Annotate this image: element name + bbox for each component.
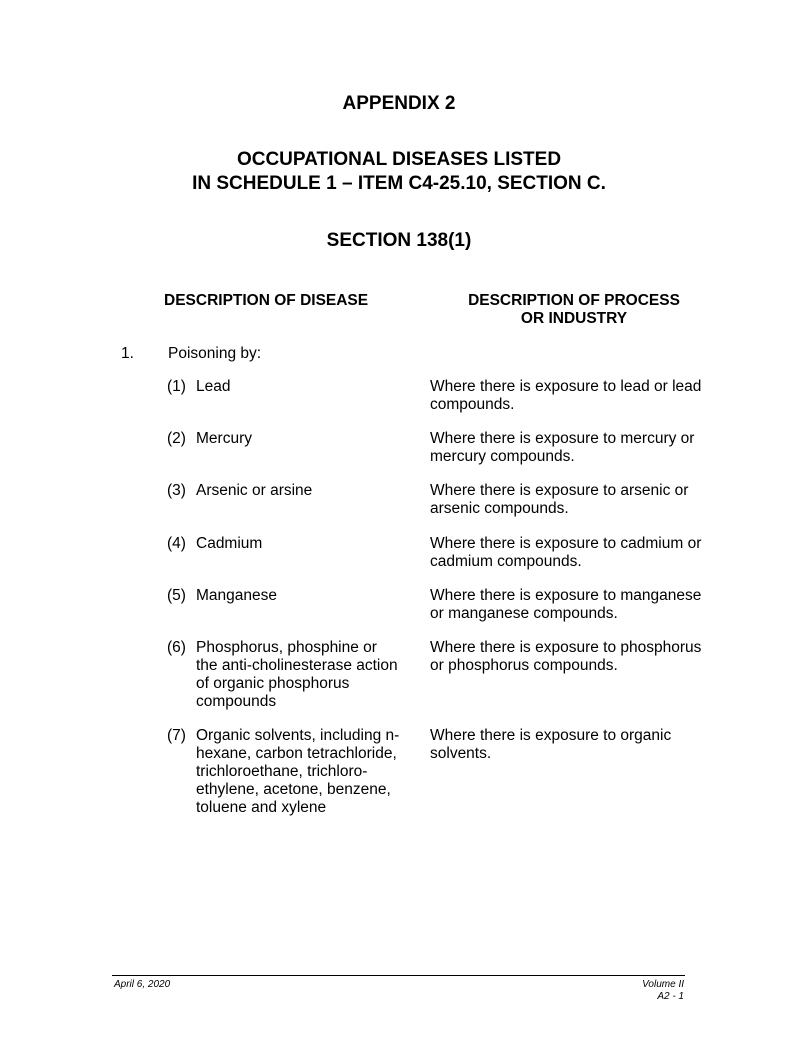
title-line-2: IN SCHEDULE 1 – ITEM C4-25.10, SECTION C. — [192, 173, 606, 194]
item-number: (7) — [167, 727, 186, 744]
process-line: Where there is exposure to phosphorus — [430, 639, 702, 656]
disease-line: Manganese — [196, 587, 278, 604]
process-line: Where there is exposure to cadmium or — [430, 535, 702, 552]
process-line: Where there is exposure to organic — [430, 727, 672, 744]
process-line: solvents. — [430, 745, 492, 762]
process-line: arsenic compounds. — [430, 500, 569, 517]
group-label: Poisoning by: — [168, 345, 262, 362]
disease-column-header: DESCRIPTION OF DISEASE — [164, 292, 369, 309]
disease-line: trichloroethane, trichloro- — [196, 763, 368, 780]
item-number: (2) — [167, 430, 186, 447]
disease-line: Arsenic or arsine — [196, 482, 313, 499]
disease-line: ethylene, acetone, benzene, — [196, 781, 391, 798]
process-line: cadmium compounds. — [430, 553, 582, 570]
disease-description — [196, 639, 411, 711]
disease-line: the anti-cholinesterase action — [196, 657, 398, 674]
process-line: or phosphorus compounds. — [430, 657, 618, 674]
section-heading: SECTION 138(1) — [326, 230, 472, 251]
footer-volume: Volume II — [642, 979, 684, 990]
process-line: mercury compounds. — [430, 448, 575, 465]
disease-line: compounds — [196, 693, 277, 710]
process-column-header — [430, 292, 718, 328]
disease-line: of organic phosphorus — [196, 675, 350, 692]
disease-line: Lead — [196, 378, 231, 395]
disease-description — [196, 430, 411, 448]
process-description — [430, 587, 720, 623]
title-line-1: OCCUPATIONAL DISEASES LISTED — [236, 149, 562, 170]
process-line: Where there is exposure to manganese — [430, 587, 702, 604]
disease-line: Mercury — [196, 430, 252, 447]
appendix-heading: APPENDIX 2 — [342, 93, 456, 114]
process-line: Where there is exposure to arsenic or — [430, 482, 689, 499]
footer-divider — [112, 975, 685, 976]
group-number: 1. — [121, 345, 134, 362]
disease-line: toluene and xylene — [196, 799, 327, 816]
disease-line: Phosphorus, phosphine or — [196, 639, 377, 656]
process-header-line-2: OR INDUSTRY — [520, 310, 628, 327]
process-line: or manganese compounds. — [430, 605, 618, 622]
process-header-line-1: DESCRIPTION OF PROCESS — [468, 292, 680, 309]
disease-line: Cadmium — [196, 535, 263, 552]
process-description — [430, 639, 720, 675]
footer-page: A2 - 1 — [657, 991, 684, 1002]
process-description — [430, 727, 720, 763]
item-number: (4) — [167, 535, 186, 552]
item-number: (5) — [167, 587, 186, 604]
disease-description — [196, 482, 411, 500]
item-number: (1) — [167, 378, 186, 395]
process-description — [430, 378, 720, 414]
disease-description — [196, 587, 411, 605]
item-number: (6) — [167, 639, 186, 656]
process-description — [430, 430, 720, 466]
process-line: compounds. — [430, 396, 515, 413]
process-line: Where there is exposure to lead or lead — [430, 378, 702, 395]
footer-date: April 6, 2020 — [114, 979, 171, 990]
disease-line: Organic solvents, including n- — [196, 727, 400, 744]
process-description — [430, 482, 720, 518]
disease-description — [196, 535, 411, 553]
disease-description — [196, 727, 411, 817]
process-line: Where there is exposure to mercury or — [430, 430, 695, 447]
process-description — [430, 535, 720, 571]
item-number: (3) — [167, 482, 186, 499]
disease-line: hexane, carbon tetrachloride, — [196, 745, 397, 762]
disease-description — [196, 378, 411, 396]
